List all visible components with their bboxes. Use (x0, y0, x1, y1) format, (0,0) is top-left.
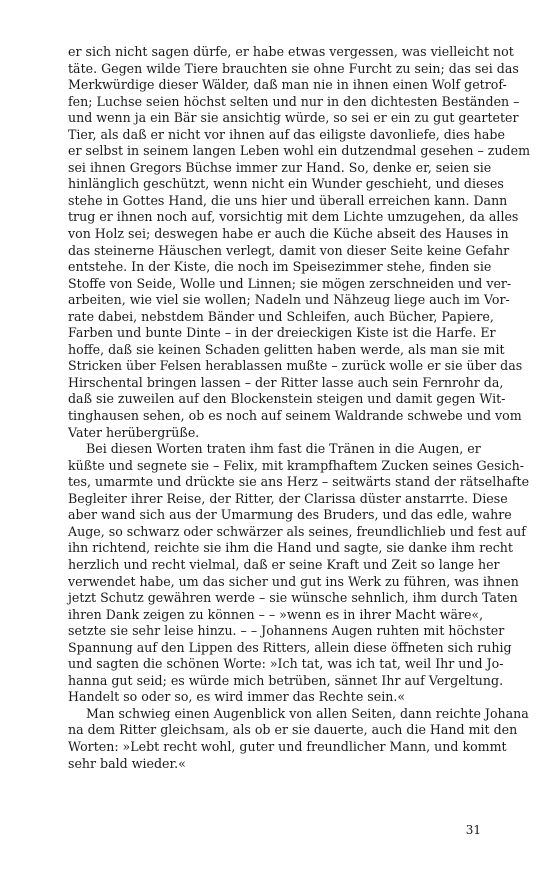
paragraph-2 (68, 441, 530, 706)
text-line: sehr bald wieder.« (68, 755, 186, 771)
text-line: Spannung auf den Lippen des Ritters, allein diese öffneten sich ruhig (68, 639, 512, 655)
text-line: Merkwürdige dieser Wälder, daß man nie in ihnen einen Wolf getrof- (68, 77, 507, 93)
text-line: entstehe. In der Kiste, die noch im Speisezimmer stehe, finden sie (68, 259, 492, 275)
text-line: Auge, so schwarz oder schwärzer als seines, freundlichlieb und fest auf (68, 523, 526, 539)
text-line: Hirschental bringen lassen – der Ritter lasse auch sein Fernrohr da, (68, 374, 504, 390)
text-line: jetzt Schutz gewähren werde – sie wünsche sehnlich, ihm durch Taten (68, 590, 518, 606)
text-line: Stricken über Felsen herablassen mußte – zurück wolle er sie über das (68, 358, 523, 374)
text-line: küßte und segnete sie – Felix, mit krampfhaftem Zucken seines Gesich- (68, 457, 525, 473)
text-line: von Holz sei; deswegen habe er auch die Küche abseit des Hauses in (68, 226, 509, 242)
text-line: er sich nicht sagen dürfe, er habe etwas vergessen, was vielleicht not (68, 44, 514, 59)
text-line: daß sie zuweilen auf den Blockenstein steigen und damit gegen Wit- (68, 391, 506, 407)
text-line: Handelt so oder so, es wird immer das Rechte sein.« (68, 689, 406, 705)
text-line: und sagten die schönen Worte: »Ich tat, was ich tat, weil Ihr und Jo- (68, 656, 504, 672)
text-line: ihren Dank zeigen zu können – – »wenn es in ihrer Macht wäre«, (68, 606, 484, 622)
text-line: er selbst in seinem langen Leben wohl ein dutzendmal gesehen – zudem (68, 143, 531, 159)
paragraph-1 (68, 44, 531, 441)
text-line: fen; Luchse seien höchst selten und nur in den dichtesten Beständen – (68, 93, 520, 109)
paragraph-3 (68, 705, 529, 772)
text-line: sei ihnen Gregors Büchse immer zur Hand. So, denke er, seien sie (68, 159, 492, 175)
text-line: trug er ihnen noch auf, vorsichtig mit dem Lichte umzugehen, da alles (68, 209, 519, 225)
text-line: tes, umarmte und drückte sie ans Herz – seitwärts stand der rätselhafte (68, 474, 530, 490)
text-line: Worten: »Lebt recht wohl, guter und freundlicher Mann, und kommt (68, 738, 507, 754)
text-line: Tier, als daß er nicht vor ihnen auf das eiligste davonliefe, dies habe (68, 126, 505, 142)
text-line: aber wand sich aus der Umarmung des Bruders, und das edle, wahre (68, 507, 512, 523)
text-line: hanna gut seid; es würde mich betrüben, sännet Ihr auf Vergeltung. (68, 672, 504, 688)
text-line: arbeiten, wie viel sie wollen; Nadeln und Nähzeug liege auch im Vor- (68, 292, 510, 308)
page-number: 31 (465, 823, 481, 837)
text-line: Man schwieg einen Augenblick von allen Seiten, dann reichte Johana (86, 705, 529, 721)
text-line: täte. Gegen wilde Tiere brauchten sie ohne Furcht zu sein; das sei das (68, 60, 519, 76)
text-line: na dem Ritter gleichsam, als ob er sie dauerte, auch die Hand mit den (68, 722, 518, 738)
text-line: herzlich und recht vielmal, daß er seine Kraft und Zeit so lange her (68, 556, 500, 572)
text-line: ihn richtend, reichte sie ihm die Hand und sagte, sie danke ihm recht (68, 540, 513, 556)
text-line: hinlänglich geschützt, wenn nicht ein Wunder geschieht, und dieses (68, 176, 504, 192)
text-line: stehe in Gottes Hand, die uns hier und überall erreichen kann. Dann (68, 192, 508, 208)
text-line: und wenn ja ein Bär sie ansichtig würde, so sei er ein zu gut gearteter (68, 110, 519, 126)
text-line: tinghausen sehen, ob es noch auf seinem Waldrande schwebe und vom (68, 408, 522, 424)
text-line: verwendet habe, um das sicher und gut ins Werk zu führen, was ihnen (68, 573, 519, 589)
text-line: das steinerne Häuschen verlegt, damit von dieser Seite keine Gefahr (68, 242, 510, 258)
text-line: rate dabei, nebstdem Bänder und Schleifen, auch Bücher, Papiere, (68, 308, 494, 324)
text-line: Begleiter ihrer Reise, der Ritter, der Clarissa düster anstarrte. Diese (68, 490, 508, 506)
text-line: Bei diesen Worten traten ihm fast die Tränen in die Augen, er (86, 441, 481, 457)
body-text (68, 44, 531, 772)
text-line: setzte sie sehr leise hinzu. – – Johannens Augen ruhten mit höchster (68, 623, 505, 639)
text-line: Vater herübergrüße. (68, 424, 200, 440)
text-line: Farben und bunte Dinte – in der dreieckigen Kiste ist die Harfe. Er (68, 325, 496, 341)
text-line: Stoffe von Seide, Wolle und Linnen; sie mögen zerschneiden und ver- (68, 275, 512, 291)
text-line: hoffe, daß sie keinen Schaden gelitten haben werde, als man sie mit (68, 341, 505, 357)
